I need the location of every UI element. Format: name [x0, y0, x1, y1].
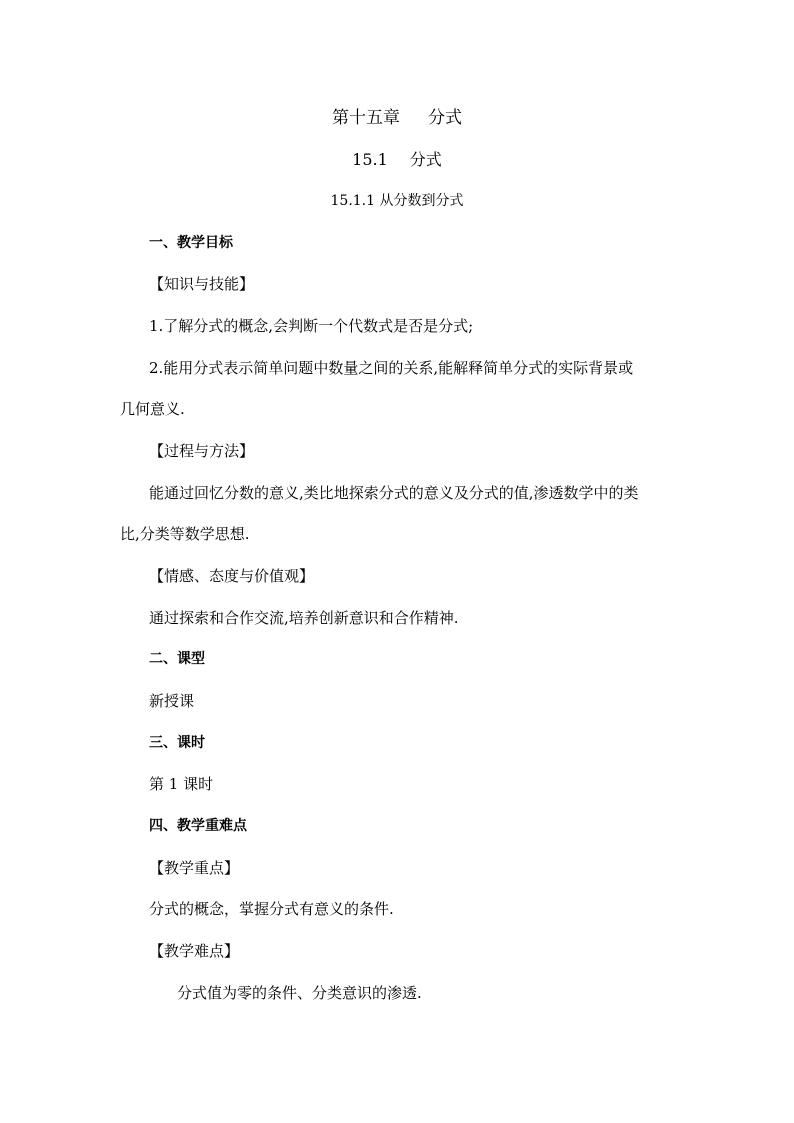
key-points-heading: 四、教学重难点 [149, 818, 247, 834]
difficult-heading: 【教学难点】 [149, 942, 240, 960]
chapter-title [0, 108, 794, 128]
emotion-text: 通过探索和合作交流,培养创新意识和合作精神. [149, 609, 459, 627]
lesson-type-text: 新授课 [149, 692, 195, 710]
lesson-type-heading: 二、课型 [149, 651, 205, 667]
key-heading: 【教学重点】 [149, 859, 240, 877]
objectives-heading: 一、教学目标 [149, 235, 233, 251]
section-title [0, 150, 794, 170]
chapter-number: 第十五章 [332, 108, 400, 128]
knowledge-item-1: 1.了解分式的概念,会判断一个代数式是否是分式; [149, 317, 474, 335]
lesson-time-text: 第 1 课时 [149, 775, 214, 793]
process-text-line-2: 比,分类等数学思想. [120, 525, 250, 543]
knowledge-heading: 【知识与技能】 [149, 275, 255, 293]
knowledge-item-2-line-1: 2.能用分式表示简单问题中数量之间的关系,能解释简单分式的实际背景或 [149, 359, 634, 377]
process-text-line-1: 能通过回忆分数的意义,类比地探索分式的意义及分式的值,渗透数学中的类 [149, 484, 639, 502]
lesson-time-heading: 三、课时 [149, 735, 205, 751]
key-text: 分式的概念，掌握分式有意义的条件. [149, 900, 394, 918]
emotion-heading: 【情感、态度与价值观】 [149, 567, 315, 585]
process-heading: 【过程与方法】 [149, 442, 255, 460]
knowledge-item-2-line-2: 几何意义. [120, 400, 185, 418]
difficult-text: 分式值为零的条件、分类意识的渗透. [177, 984, 422, 1002]
section-name: 分式 [409, 150, 442, 169]
subsection-title: 15.1.1 从分数到分式 [330, 193, 464, 209]
section-number: 15.1 [352, 150, 388, 169]
chapter-name: 分式 [428, 108, 462, 128]
